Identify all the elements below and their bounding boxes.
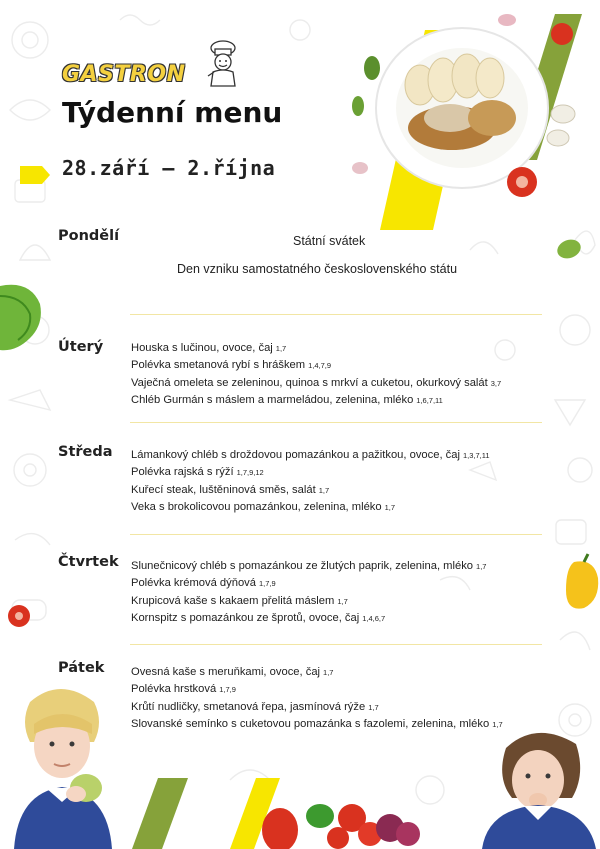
page-title: Týdenní menu [62,96,283,129]
allergen-codes: 1,7 [476,562,487,571]
child-left-illustration [10,684,136,849]
tomato-icon [6,602,32,628]
meal-item [131,593,486,610]
date-range: 28.září – 2.října [62,156,276,180]
meal-text: Ovesná kaše s meruňkami, ovoce, čaj [131,666,321,678]
allergen-codes: 1,3,7,11 [462,451,490,460]
meal-item [131,482,490,499]
allergen-codes: 3,7 [490,378,502,388]
meal-item [131,447,490,464]
yellow-arrow-icon [20,166,50,184]
meal-list-thursday [131,558,486,628]
meal-item [131,610,486,627]
meal-text: Slovanské semínko s cuketovou pomazánka s fazolemi, zelenina, mléko [131,718,490,731]
meal-text: Krupicová kaše s kakaem přelitá máslem [131,594,335,607]
allergen-codes: 1,7,9,12 [236,468,264,478]
meal-text: Vaječná omeleta se zeleninou, quinoa s mrkví a cuketou, okurkový salát [131,376,488,389]
divider [130,644,542,645]
allergen-codes: 1,7 [368,702,379,712]
meal-item [131,716,503,733]
allergen-codes: 1,7 [323,668,334,677]
meal-item [131,699,503,716]
day-label-tuesday: Úterý [58,339,104,355]
meal-list-friday [131,664,503,734]
meal-item [131,375,501,392]
meal-text: Polévka hrstková [131,683,217,696]
holiday-title: Státní svátek [293,234,366,248]
meal-item [131,558,486,575]
bottom-decoration [120,768,440,849]
meal-item [131,575,486,592]
day-label-wednesday: Středa [58,444,113,460]
child-right-illustration [476,726,600,849]
allergen-codes: 1,4,7,9 [308,361,332,371]
holiday-subtitle: Den vzniku samostatného československého státu [177,262,458,276]
allergen-codes: 1,7 [275,344,287,353]
meal-list-tuesday [131,340,501,410]
day-label-friday: Pátek [58,660,105,676]
meal-item [131,681,503,698]
allergen-codes: 1,7 [492,720,503,730]
meal-text: Lámankový chléb s droždovou pomazánkou a pažitkou, ovoce, čaj [131,449,460,461]
divider [130,314,542,315]
logo-text: GASTRON [62,62,186,87]
meal-text: Polévka rajská s rýží [131,466,234,479]
header-decoration [300,0,600,230]
meal-item [131,664,503,681]
allergen-codes: 1,7 [337,596,348,606]
yellow-pepper-icon [564,552,600,612]
day-label-thursday: Čtvrtek [58,554,119,570]
meal-text: Krůtí nudličky, smetanová řepa, jasmínová rýže [131,700,366,713]
meal-text: Slunečnicový chléb s pomazánkou ze žlutých paprik, zelenina, mléko [131,560,474,572]
allergen-codes: 1,4,6,7 [362,614,386,624]
meal-text: Kuřecí steak, luštěninová směs, salát [131,483,316,496]
meal-item [131,464,490,481]
gastron-logo [62,42,247,92]
meal-text: Chléb Gurmán s máslem a marmeládou, zelenina, mléko [131,394,414,407]
lettuce-icon [0,282,44,354]
divider [130,534,542,535]
chef-mascot-icon [202,40,244,88]
meal-text: Veka s brokolicovou pomazánkou, zelenina, mléko [131,501,382,514]
allergen-codes: 1,7,9 [219,685,236,695]
meal-text: Houska s lučinou, ovoce, čaj [131,342,273,354]
divider [130,422,542,423]
meal-text: Polévka krémová dýňová [131,577,256,590]
allergen-codes: 1,6,7,11 [416,396,443,406]
meal-text: Kornspitz s pomazánkou ze šprotů, ovoce, čaj [131,612,360,625]
day-label-monday: Pondělí [58,228,120,244]
allergen-codes: 1,7 [318,485,330,495]
meal-item [131,392,501,409]
meal-item [131,340,501,357]
allergen-codes: 1,7 [384,503,396,513]
allergen-codes: 1,7,9 [259,579,276,589]
meal-item [131,499,490,516]
meal-text: Polévka smetanová rybí s hráškem [131,359,306,372]
leaf-icon [555,236,585,262]
meal-item [131,357,501,374]
meal-list-wednesday [131,447,490,517]
